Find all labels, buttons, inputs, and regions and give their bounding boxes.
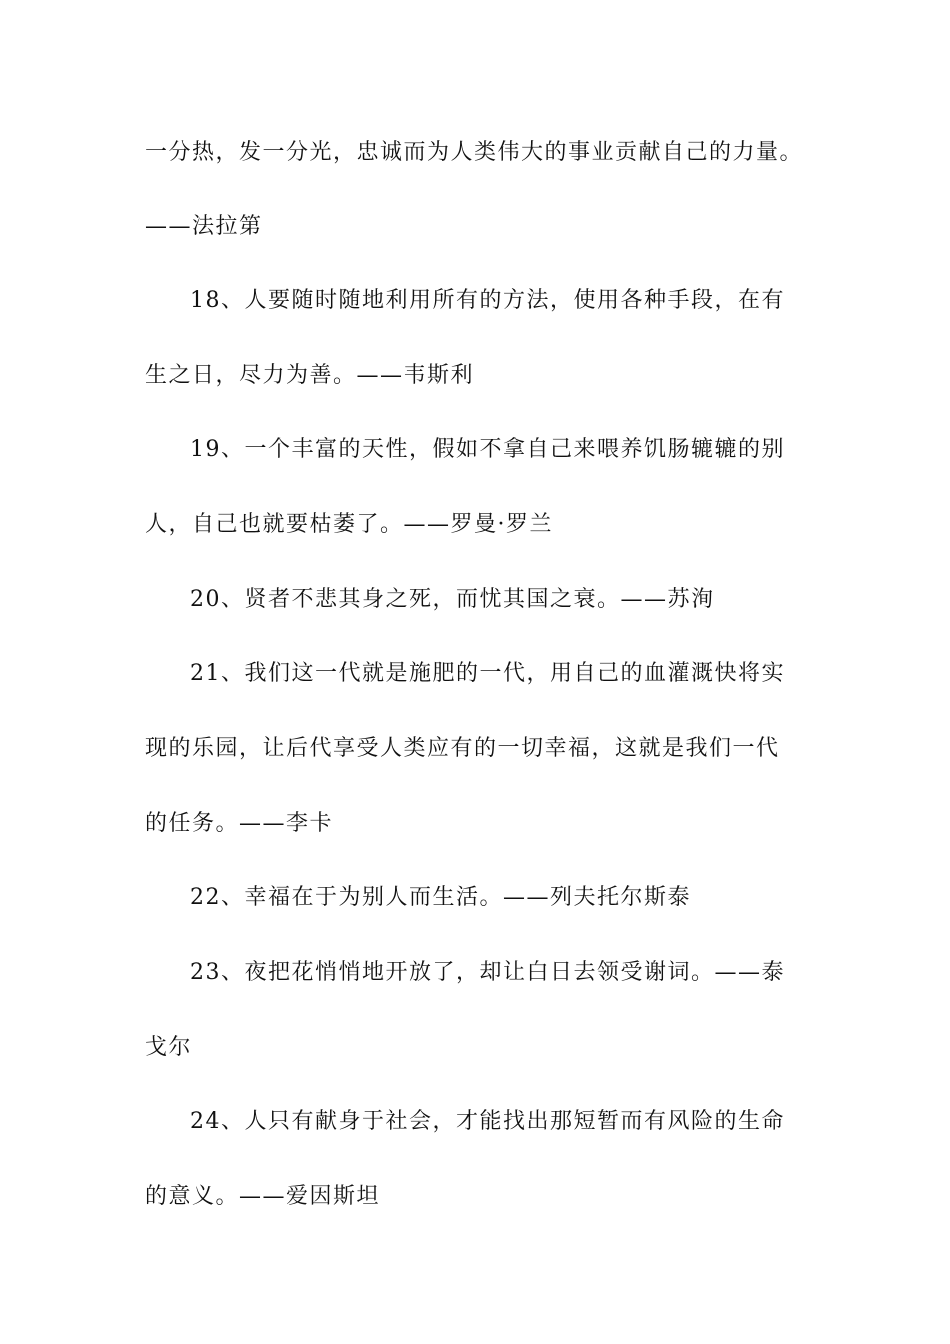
text-line: 的任务。——李卡: [145, 811, 334, 836]
text-line: 生之日，尽力为善。——韦斯利: [145, 363, 475, 388]
text-line: 戈尔: [145, 1035, 193, 1060]
text-line: 24、人只有献身于社会，才能找出那短暂而有风险的生命: [190, 1109, 785, 1134]
text-line: ——法拉第: [145, 214, 263, 239]
text-line: 21、我们这一代就是施肥的一代，用自己的血灌溉快将实: [190, 661, 785, 686]
text-line: 20、贤者不悲其身之死，而忧其国之衰。——苏洵: [190, 587, 715, 612]
text-line: 22、幸福在于为别人而生活。——列夫托尔斯泰: [190, 885, 691, 910]
text-line: 19、一个丰富的天性，假如不拿自己来喂养饥肠辘辘的别: [190, 437, 785, 462]
text-line: 的意义。——爱因斯坦: [145, 1184, 381, 1209]
text-line: 一分热，发一分光，忠诚而为人类伟大的事业贡献自己的力量。: [145, 140, 804, 165]
text-line: 23、夜把花悄悄地开放了，却让白日去领受谢词。——泰: [190, 960, 785, 985]
text-line: 现的乐园，让后代享受人类应有的一切幸福，这就是我们一代: [145, 736, 780, 761]
text-line: 18、人要随时随地利用所有的方法，使用各种手段，在有: [190, 288, 785, 313]
text-line: 人，自己也就要枯萎了。——罗曼·罗兰: [145, 512, 553, 537]
